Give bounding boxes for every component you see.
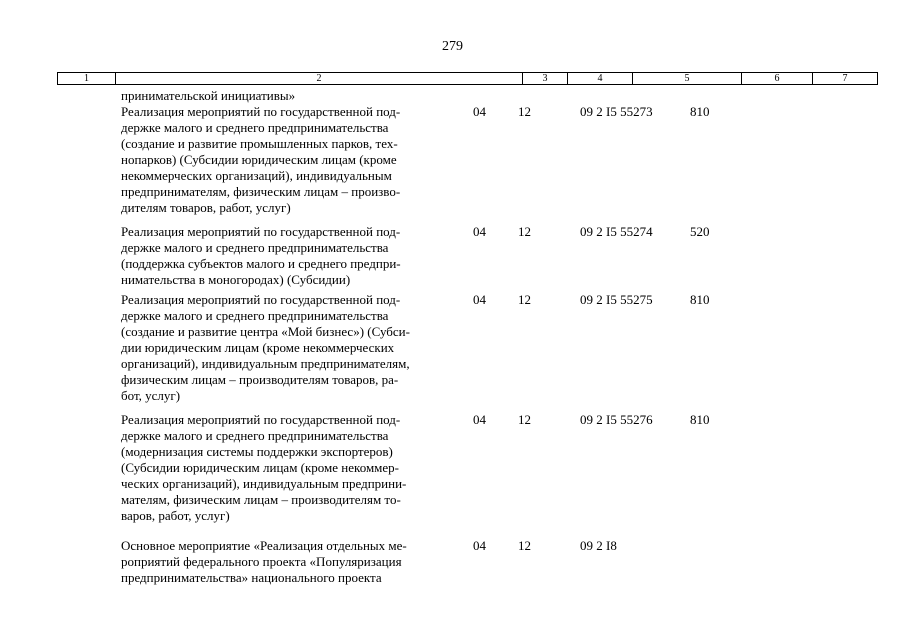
- row-text-line: физическим лицам – производителям товаров, ра-: [121, 372, 399, 387]
- header-col-1: 1: [58, 73, 116, 84]
- row-text-line: Реализация мероприятий по государственной под-: [121, 224, 401, 239]
- csr-cell: 09 2 I5 55276: [580, 412, 653, 427]
- pr-cell: 12: [518, 538, 531, 553]
- row-text-line: нопарков) (Субсидии юридическим лицам (кроме: [121, 152, 397, 167]
- row-text-line: (создание и развитие центра «Мой бизнес») (Субси-: [121, 324, 410, 339]
- row-text-line: держке малого и среднего предпринимательства: [121, 120, 389, 135]
- rz-cell: 04: [473, 538, 486, 553]
- pr-cell: 12: [518, 224, 531, 239]
- row-text-line: (поддержка субъектов малого и среднего предпри-: [121, 256, 401, 271]
- row-text-line: нимательства в моногородах) (Субсидии): [121, 272, 351, 287]
- pr-cell: 12: [518, 412, 531, 427]
- row-text-line: (создание и развитие промышленных парков, тех-: [121, 136, 398, 151]
- row-text-line: организаций), индивидуальным предпринимателям,: [121, 356, 410, 371]
- row-text-line: некоммерческих организаций), индивидуальным: [121, 168, 392, 183]
- row-text-line: держке малого и среднего предпринимательства: [121, 428, 389, 443]
- csr-cell: 09 2 I5 55273: [580, 104, 653, 119]
- header-col-5: 5: [633, 73, 742, 84]
- row-text-line: Реализация мероприятий по государственной под-: [121, 412, 401, 427]
- vr-cell: 810: [690, 104, 710, 119]
- row-text-line: Реализация мероприятий по государственной под-: [121, 104, 401, 119]
- rz-cell: 04: [473, 292, 486, 307]
- row-text-line: предпринимательства» национального проекта: [121, 570, 382, 585]
- header-col-2: 2: [116, 73, 523, 84]
- header-col-6: 6: [742, 73, 813, 84]
- pr-cell: 12: [518, 292, 531, 307]
- header-col-4: 4: [568, 73, 633, 84]
- page-number: 279: [442, 39, 463, 54]
- row-text-line: (Субсидии юридическим лицам (кроме некоммер-: [121, 460, 399, 475]
- row-text-line: держке малого и среднего предпринимательства: [121, 240, 389, 255]
- rz-cell: 04: [473, 412, 486, 427]
- row-text-line: Реализация мероприятий по государственной под-: [121, 292, 401, 307]
- carry-over-line: принимательской инициативы»: [121, 88, 296, 103]
- csr-cell: 09 2 I5 55274: [580, 224, 653, 239]
- row-text-line: варов, работ, услуг): [121, 508, 230, 523]
- rz-cell: 04: [473, 224, 486, 239]
- csr-cell: 09 2 I5 55275: [580, 292, 653, 307]
- row-text-line: бот, услуг): [121, 388, 181, 403]
- row-text-line: ческих организаций), индивидуальным предприни-: [121, 476, 407, 491]
- row-text-line: мателям, физическим лицам – производителям то-: [121, 492, 401, 507]
- vr-cell: 520: [690, 224, 710, 239]
- vr-cell: 810: [690, 412, 710, 427]
- row-text-line: дителям товаров, работ, услуг): [121, 200, 291, 215]
- table-header-row: [57, 72, 878, 85]
- row-text-line: предпринимателям, физическим лицам – произво-: [121, 184, 401, 199]
- header-col-7: 7: [842, 73, 848, 84]
- vr-cell: 810: [690, 292, 710, 307]
- row-text-line: держке малого и среднего предпринимательства: [121, 308, 389, 323]
- row-text-line: Основное мероприятие «Реализация отдельных ме-: [121, 538, 407, 553]
- csr-cell: 09 2 I8: [580, 538, 617, 553]
- header-col-3: 3: [523, 73, 568, 84]
- rz-cell: 04: [473, 104, 486, 119]
- row-text-line: дии юридическим лицам (кроме некоммерческих: [121, 340, 395, 355]
- pr-cell: 12: [518, 104, 531, 119]
- row-text-line: роприятий федерального проекта «Популяризация: [121, 554, 402, 569]
- row-text-line: (модернизация системы поддержки экспортеров): [121, 444, 393, 459]
